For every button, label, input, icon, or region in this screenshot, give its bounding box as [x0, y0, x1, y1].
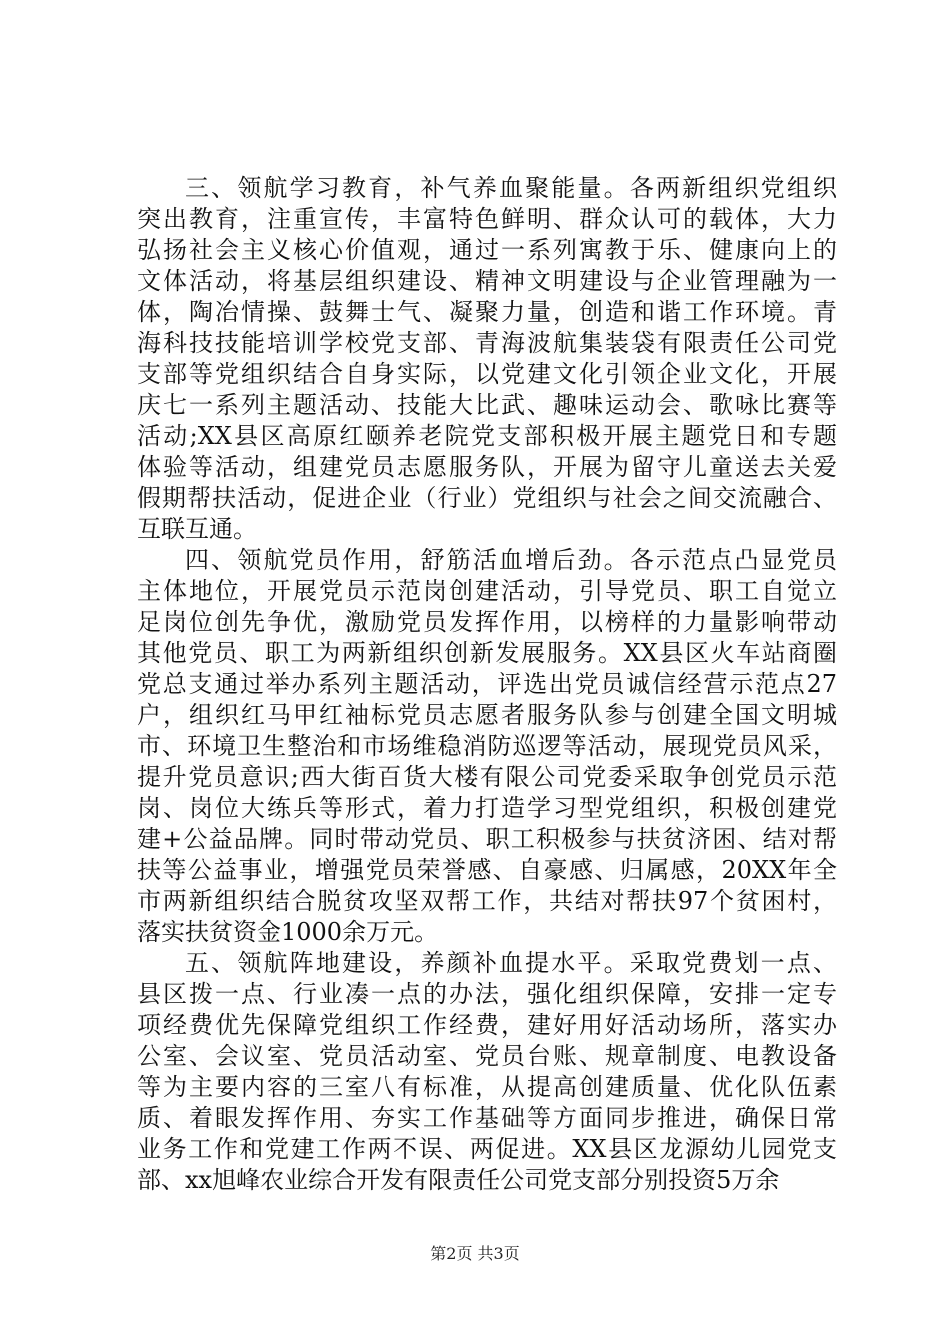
paragraph-line: 文体活动，将基层组织建设、精神文明建设与企业管理融为一 — [137, 267, 837, 295]
paragraph-line: 党总支通过举办系列主题活动，评选出党员诚信经营示范点27 — [137, 670, 837, 698]
paragraph-line: 公室、会议室、党员活动室、党员台账、规章制度、电教设备 — [137, 1042, 837, 1070]
paragraph-line: 弘扬社会主义核心价值观，通过一系列寓教于乐、健康向上的 — [137, 236, 837, 264]
paragraph-line: 主体地位，开展党员示范岗创建活动，引导党员、职工自觉立 — [137, 577, 837, 605]
paragraph-line: 部、xx旭峰农业综合开发有限责任公司党支部分别投资5万余 — [137, 1166, 780, 1194]
document-body — [137, 173, 837, 1196]
paragraph-line: 业务工作和党建工作两不误、两促进。XX县区龙源幼儿园党支 — [137, 1135, 837, 1163]
page-footer: 第2页 共3页 — [430, 1244, 520, 1263]
paragraph-line: 海科技技能培训学校党支部、青海波航集装袋有限责任公司党 — [137, 329, 837, 357]
paragraph-line: 互联互通。 — [137, 515, 257, 543]
paragraph-line: 项经费优先保障党组织工作经费，建好用好活动场所，落实办 — [137, 1011, 837, 1039]
paragraph-line: 等为主要内容的三室八有标准，从提高创建质量、优化队伍素 — [137, 1073, 837, 1101]
paragraph-line: 市两新组织结合脱贫攻坚双帮工作，共结对帮扶97个贫困村， — [137, 887, 837, 915]
paragraph-line: 岗、岗位大练兵等形式，着力打造学习型党组织，积极创建党 — [137, 794, 837, 822]
paragraph-line: 三、领航学习教育，补气养血聚能量。各两新组织党组织 — [185, 174, 837, 202]
paragraph-line: 提升党员意识;西大街百货大楼有限公司党委采取争创党员示范 — [137, 763, 837, 791]
paragraph-line: 体，陶冶情操、鼓舞士气、凝聚力量，创造和谐工作环境。青 — [137, 298, 837, 326]
paragraph-line: 庆七一系列主题活动、技能大比武、趣味运动会、歌咏比赛等 — [137, 391, 837, 419]
paragraph-line: 市、环境卫生整治和市场维稳消防巡逻等活动，展现党员风采， — [137, 732, 837, 760]
paragraph-line: 突出教育，注重宣传，丰富特色鲜明、群众认可的载体，大力 — [137, 205, 837, 233]
paragraph-line: 落实扶贫资金1000余万元。 — [137, 918, 439, 946]
paragraph-line: 县区拨一点、行业凑一点的办法，强化组织保障，安排一定专 — [137, 980, 837, 1008]
paragraph-line: 足岗位创先争优，激励党员发挥作用，以榜样的力量影响带动 — [137, 608, 837, 636]
paragraph — [137, 545, 837, 948]
paragraph-line: 扶等公益事业，增强党员荣誉感、自豪感、归属感，20XX年全 — [137, 856, 837, 884]
paragraph-line: 质、着眼发挥作用、夯实工作基础等方面同步推进，确保日常 — [137, 1104, 837, 1132]
paragraph-line: 建+公益品牌。同时带动党员、职工积极参与扶贫济困、结对帮 — [137, 825, 837, 853]
paragraph-line: 五、领航阵地建设，养颜补血提水平。采取党费划一点、 — [185, 949, 837, 977]
paragraph — [137, 173, 837, 545]
paragraph-line: 活动;XX县区高原红颐养老院党支部积极开展主题党日和专题 — [137, 422, 837, 450]
paragraph-line: 户，组织红马甲红袖标党员志愿者服务队参与创建全国文明城 — [137, 701, 837, 729]
paragraph-line: 假期帮扶活动，促进企业（行业）党组织与社会之间交流融合、 — [137, 484, 837, 512]
paragraph-line: 其他党员、职工为两新组织创新发展服务。XX县区火车站商圈 — [137, 639, 837, 667]
paragraph — [137, 948, 837, 1196]
paragraph-line: 支部等党组织结合自身实际，以党建文化引领企业文化，开展 — [137, 360, 837, 388]
paragraph-line: 体验等活动，组建党员志愿服务队，开展为留守儿童送去关爱 — [137, 453, 837, 481]
paragraph-line: 四、领航党员作用，舒筋活血增后劲。各示范点凸显党员 — [185, 546, 837, 574]
